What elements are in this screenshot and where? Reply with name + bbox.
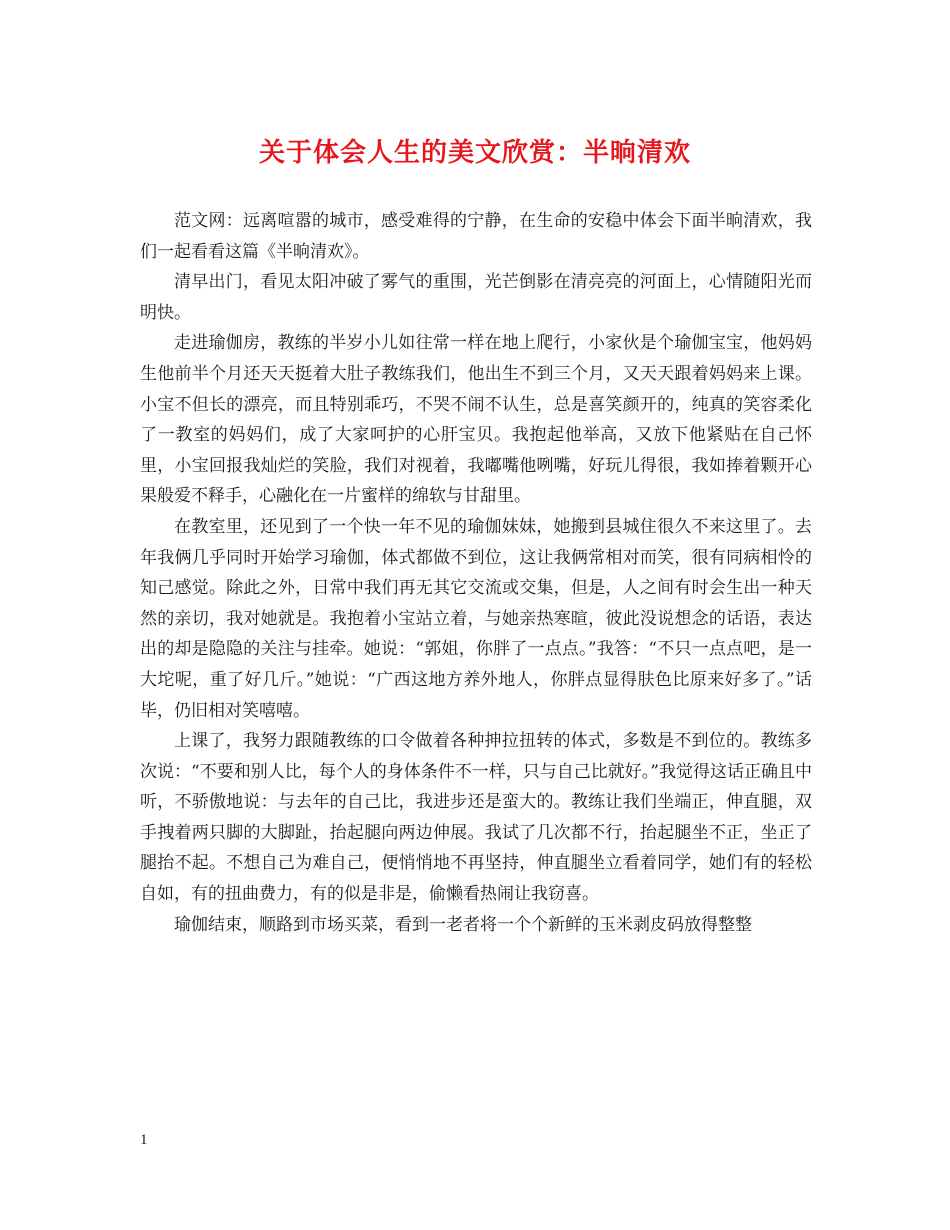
document-body bbox=[140, 206, 812, 940]
paragraph: 瑜伽结束，顺路到市场买菜，看到一老者将一个个新鲜的玉米剥皮码放得整整 bbox=[174, 914, 752, 935]
paragraph: 上课了，我努力跟随教练的口令做着各种抻拉扭转的体式，多数是不到位的。教练多次说：“不要和别人比，每个人的身体条件不一样，只与自己比就好。”我觉得这话正确且中听，不骄傲地说：与去年的自己比，我进步还是蛮大的。教练让我们坐端正，伸直腿，双手拽着两只脚的大脚趾，抬起腿向两边伸展。我试了几次都不行，抬起腿坐不正，坐正了腿抬不起。不想自己为难自己，便悄悄地不再坚持，伸直腿坐立看着同学，她们有的轻松自如，有的扭曲费力，有的似是非是，偷懒看热闹让我窃喜。 bbox=[140, 731, 812, 905]
paragraph: 在教室里，还见到了一个快一年不见的瑜伽妹妹，她搬到县城住很久不来这里了。去年我俩几乎同时开始学习瑜伽，体式都做不到位，这让我俩常相对而笑，很有同病相怜的知己感觉。除此之外，日常中我们再无其它交流或交集，但是，人之间有时会生出一种天然的亲切，我对她就是。我抱着小宝站立着，与她亲热寒暄，彼此没说想念的话语，表达出的却是隐隐的关注与挂牵。她说：“郭姐，你胖了一点点。”我答：“不只一点点吧，是一大坨呢，重了好几斤。”她说：“广西这地方养外地人，你胖点显得肤色比原来好多了。”话毕，仍旧相对笑嘻嘻。 bbox=[140, 516, 812, 721]
paragraph: 清早出门，看见太阳冲破了雾气的重围，光芒倒影在清亮亮的河面上，心情随阳光而明快。 bbox=[140, 272, 812, 323]
paragraph: 范文网：远离喧嚣的城市，感受难得的宁静，在生命的安稳中体会下面半晌清欢，我们一起看看这篇《半晌清欢》。 bbox=[140, 211, 812, 262]
paragraph: 走进瑜伽房，教练的半岁小儿如往常一样在地上爬行，小家伙是个瑜伽宝宝，他妈妈生他前半个月还天天挺着大肚子教练我们，他出生不到三个月，又天天跟着妈妈来上课。小宝不但长的漂亮，而且特别乖巧，不哭不闹不认生，总是喜笑颜开的，纯真的笑容柔化了一教室的妈妈们，成了大家呵护的心肝宝贝。我抱起他举高，又放下他紧贴在自己怀里，小宝回报我灿烂的笑脸，我们对视着，我嘟嘴他咧嘴，好玩儿得很，我如捧着颗开心果般爱不释手，心融化在一片蜜样的绵软与甘甜里。 bbox=[140, 333, 812, 507]
document-title: 关于体会人生的美文欣赏：半晌清欢 bbox=[258, 138, 691, 168]
page-number: 1 bbox=[140, 1132, 148, 1148]
